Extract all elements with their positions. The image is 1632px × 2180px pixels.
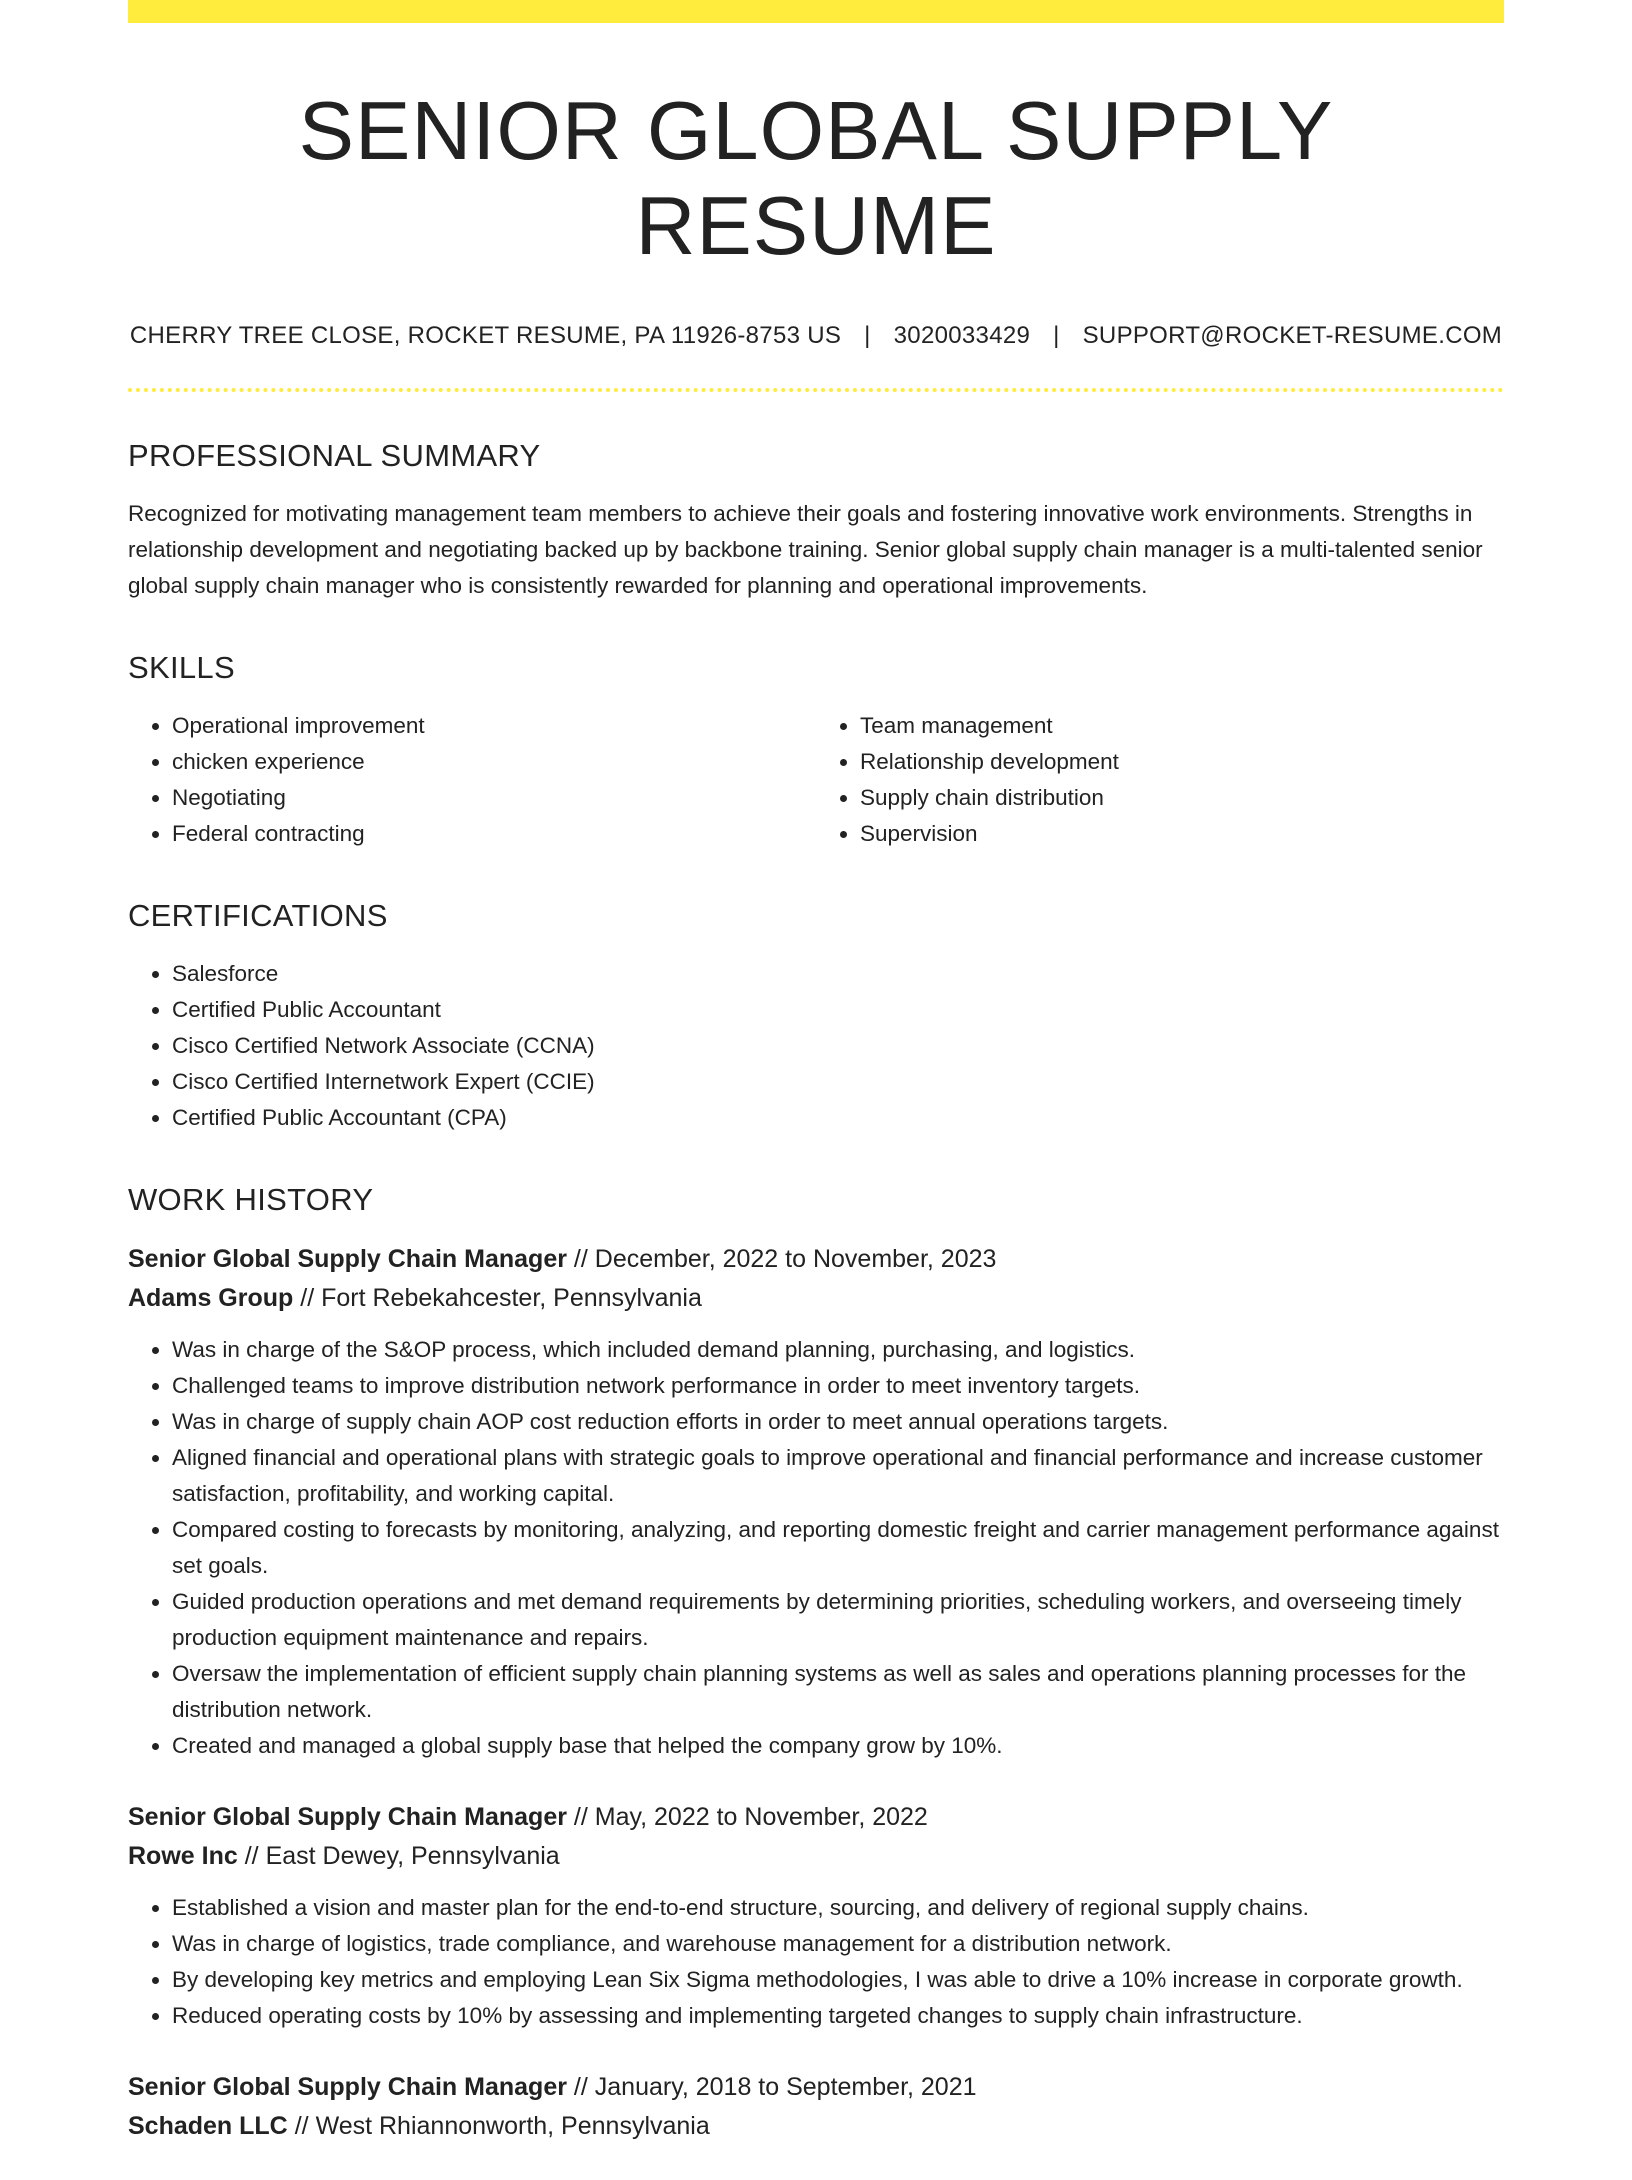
job-bullet: • Reduced operating costs by 10% by assessing and implementing targeted changes to supply chain infrastructure. — [172, 1998, 1504, 2034]
job-delimiter: // — [573, 2072, 588, 2101]
contact-email[interactable]: SUPPORT@ROCKET-RESUME.COM — [1082, 321, 1503, 349]
job-location: East Dewey, Pennsylvania — [265, 1841, 560, 1870]
job-entry — [128, 2068, 1504, 2146]
skills-right-list — [816, 708, 1504, 852]
job-company: Adams Group — [128, 1283, 294, 1312]
job-bullet: • Aligned financial and operational plans with strategic goals to improve operational and financial performance and increase customer satisfaction, profitability, and working capital. — [172, 1440, 1504, 1512]
job-bullets — [128, 1890, 1504, 2034]
job-company: Schaden LLC — [128, 2111, 288, 2140]
job-bullet: • Was in charge of logistics, trade compliance, and warehouse management for a distribution network. — [172, 1926, 1504, 1962]
resume-page — [128, 0, 1504, 2180]
job-delimiter: // — [294, 2111, 309, 2140]
job-bullet: • Was in charge of supply chain AOP cost reduction efforts in order to meet annual operations targets. — [172, 1404, 1504, 1440]
job-bullet: • Oversaw the implementation of efficient supply chain planning systems as well as sales and operations planning processes for the distribution network. — [172, 1656, 1504, 1728]
skills-grid — [128, 708, 1504, 852]
skill-item: • Relationship development — [860, 744, 1504, 780]
job-bullet: • Was in charge of the S&OP process, which included demand planning, purchasing, and logistics. — [172, 1332, 1504, 1368]
job-company-line — [128, 2107, 1504, 2146]
job-bullet: • Challenged teams to improve distribution network performance in order to meet inventory targets. — [172, 1368, 1504, 1404]
job-bullet: • By developing key metrics and employing Lean Six Sigma methodologies, I was able to drive a 10% increase in corporate growth. — [172, 1962, 1504, 1998]
certification-item: • Cisco Certified Network Associate (CCNA) — [172, 1028, 1504, 1064]
job-dates: December, 2022 to November, 2023 — [594, 1244, 997, 1273]
job-company-line — [128, 1279, 1504, 1318]
certification-item: • Certified Public Accountant (CPA) — [172, 1100, 1504, 1136]
skill-item: • chicken experience — [172, 744, 816, 780]
certification-item: • Certified Public Accountant — [172, 992, 1504, 1028]
summary-heading: PROFESSIONAL SUMMARY — [128, 437, 541, 473]
job-delimiter: // — [300, 1283, 315, 1312]
contact-separator: | — [864, 321, 871, 349]
top-accent-bar — [128, 0, 1504, 23]
job-title-line — [128, 1240, 1504, 1279]
certification-item: • Cisco Certified Internetwork Expert (CCIE) — [172, 1064, 1504, 1100]
work-history-heading: WORK HISTORY — [128, 1181, 374, 1217]
summary-text: Recognized for motivating management team members to achieve their goals and fostering innovative work environments. Strengths in relationship development and negotiating backed up by backbone training. Senior global supply chain manager is a multi-talented senior global supply chain manager who is consistently rewarded for planning and operational improvements. — [128, 500, 1483, 598]
job-company-line — [128, 1837, 1504, 1876]
job-title: Senior Global Supply Chain Manager — [128, 1244, 567, 1273]
job-delimiter: // — [573, 1244, 588, 1273]
contact-separator: | — [1053, 321, 1060, 349]
job-bullet: • Guided production operations and met demand requirements by determining priorities, scheduling workers, and overseeing timely production equipment maintenance and repairs. — [172, 1584, 1504, 1656]
certification-item: • Salesforce — [172, 956, 1504, 992]
job-dates: May, 2022 to November, 2022 — [594, 1802, 928, 1831]
job-bullet: • Compared costing to forecasts by monitoring, analyzing, and reporting domestic freight and carrier management performance against set goals. — [172, 1512, 1504, 1584]
job-title: Senior Global Supply Chain Manager — [128, 2072, 567, 2101]
certifications-heading: CERTIFICATIONS — [128, 897, 388, 933]
contact-phone[interactable]: 3020033429 — [893, 321, 1031, 349]
job-entry — [128, 1240, 1504, 1764]
job-title-line — [128, 2068, 1504, 2107]
dotted-divider — [128, 388, 1504, 392]
job-delimiter: // — [244, 1841, 259, 1870]
skill-item: • Team management — [860, 708, 1504, 744]
skill-item: • Operational improvement — [172, 708, 816, 744]
job-title: Senior Global Supply Chain Manager — [128, 1802, 567, 1831]
skill-item: • Supply chain distribution — [860, 780, 1504, 816]
job-entry — [128, 1798, 1504, 2034]
job-bullets — [128, 1332, 1504, 1764]
skill-item: • Supervision — [860, 816, 1504, 852]
job-bullet: • Created and managed a global supply base that helped the company grow by 10%. — [172, 1728, 1504, 1764]
resume-title: SENIOR GLOBAL SUPPLY RESUME — [298, 84, 1334, 273]
contact-address: CHERRY TREE CLOSE, ROCKET RESUME, PA 11926-8753 US — [129, 321, 842, 349]
job-title-line — [128, 1798, 1504, 1837]
job-delimiter: // — [573, 1802, 588, 1831]
job-location: West Rhiannonworth, Pennsylvania — [315, 2111, 710, 2140]
job-company: Rowe Inc — [128, 1841, 238, 1870]
skills-heading: SKILLS — [128, 649, 235, 685]
skill-item: • Federal contracting — [172, 816, 816, 852]
skills-left-list — [128, 708, 816, 852]
certifications-list — [128, 956, 1504, 1136]
job-dates: January, 2018 to September, 2021 — [594, 2072, 977, 2101]
contact-line — [128, 322, 1504, 350]
skill-item: • Negotiating — [172, 780, 816, 816]
job-bullet: • Established a vision and master plan for the end-to-end structure, sourcing, and delivery of regional supply chains. — [172, 1890, 1504, 1926]
job-location: Fort Rebekahcester, Pennsylvania — [321, 1283, 702, 1312]
